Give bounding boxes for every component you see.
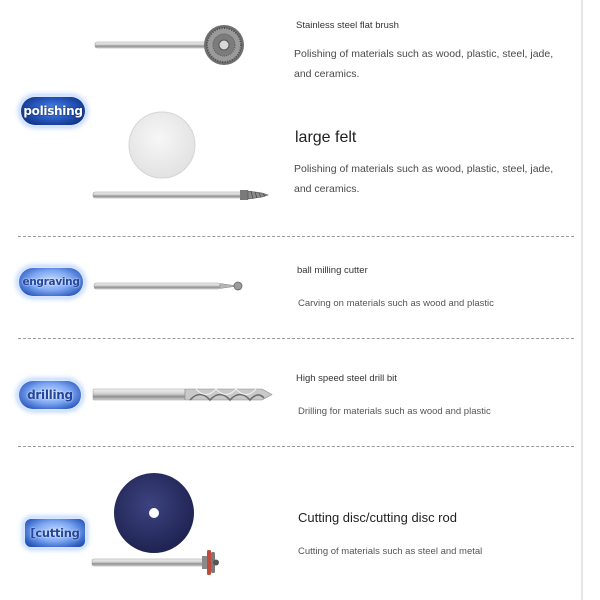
- felt-wheel-icon: [93, 112, 268, 200]
- cutting-disc-icon: [92, 473, 219, 575]
- section-divider: [18, 236, 574, 237]
- section-divider: [18, 338, 574, 339]
- section-divider: [18, 446, 574, 447]
- badge-cutting: [cutting: [25, 519, 85, 547]
- item-title-drill-bit: High speed steel drill bit: [296, 373, 397, 384]
- item-desc-wire-brush: Polishing of materials such as wood, plastic, steel, jade, and ceramics.: [294, 48, 554, 80]
- item-desc-felt: Polishing of materials such as wood, plastic, steel, jade, and ceramics.: [294, 163, 554, 195]
- wire-brush-icon: [95, 25, 244, 65]
- item-desc-cutting-disc: Cutting of materials such as steel and metal: [298, 546, 483, 557]
- badge-drilling: drilling: [19, 381, 81, 409]
- ball-mill-cutter-icon: [94, 282, 242, 290]
- badge-polishing: polishing: [21, 97, 85, 125]
- item-desc-ball-mill: Carving on materials such as wood and plastic: [298, 298, 494, 309]
- item-desc-drill-bit: Drilling for materials such as wood and plastic: [298, 406, 491, 417]
- item-title-cutting-disc: Cutting disc/cutting disc rod: [298, 510, 457, 525]
- item-title-wire-brush: Stainless steel flat brush: [296, 20, 399, 31]
- item-title-ball-mill: ball milling cutter: [297, 265, 368, 276]
- badge-engraving: engraving: [19, 268, 83, 296]
- item-title-felt: large felt: [295, 129, 357, 146]
- drill-bit-icon: [93, 389, 272, 400]
